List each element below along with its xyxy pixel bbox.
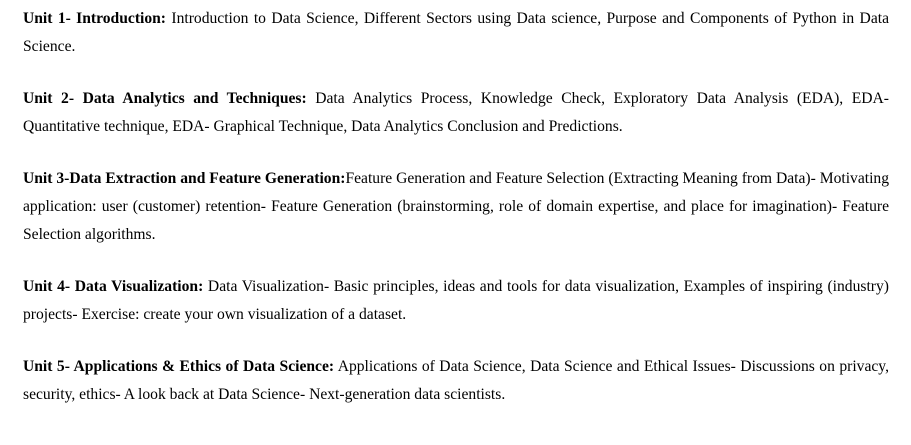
unit-1-description: Introduction to Data Science, Different Sectors using Data science, Purpose and Components of Python in Data Science. bbox=[23, 10, 889, 55]
unit-5-title: Unit 5- Applications & Ethics of Data Science: bbox=[23, 358, 335, 375]
unit-5-paragraph bbox=[23, 353, 889, 409]
unit-3-title: Unit 3-Data Extraction and Feature Generation: bbox=[23, 170, 346, 187]
unit-2-paragraph bbox=[23, 85, 889, 141]
unit-4-description: Data Visualization- Basic principles, ideas and tools for data visualization, Examples of inspiring (industry) projects- Exercise: create your own visualization of a dataset. bbox=[23, 278, 889, 323]
unit-1-title: Unit 1- Introduction: bbox=[23, 10, 167, 27]
unit-5-description: Applications of Data Science, Data Science and Ethical Issues- Discussions on privacy, security, ethics- A look back at Data Science- Next-generation data scientists. bbox=[23, 358, 889, 403]
unit-4-title: Unit 4- Data Visualization: bbox=[23, 278, 204, 295]
unit-4-paragraph bbox=[23, 273, 889, 329]
unit-3-description: Feature Generation and Feature Selection (Extracting Meaning from Data)- Motivating application: user (customer) retention- Feature Generation (brainstorming, role of domain expertise, and place for imagination)- Feature Selection algorithms. bbox=[23, 170, 890, 243]
unit-2-title: Unit 2- Data Analytics and Techniques: bbox=[23, 90, 307, 107]
unit-2-description: Data Analytics Process, Knowledge Check, Exploratory Data Analysis (EDA), EDA- Quantitative technique, EDA- Graphical Technique, Data Analytics Conclusion and Predictions. bbox=[23, 90, 889, 135]
unit-1-paragraph bbox=[23, 5, 889, 61]
unit-3-paragraph bbox=[23, 165, 889, 249]
syllabus-document bbox=[23, 5, 889, 409]
